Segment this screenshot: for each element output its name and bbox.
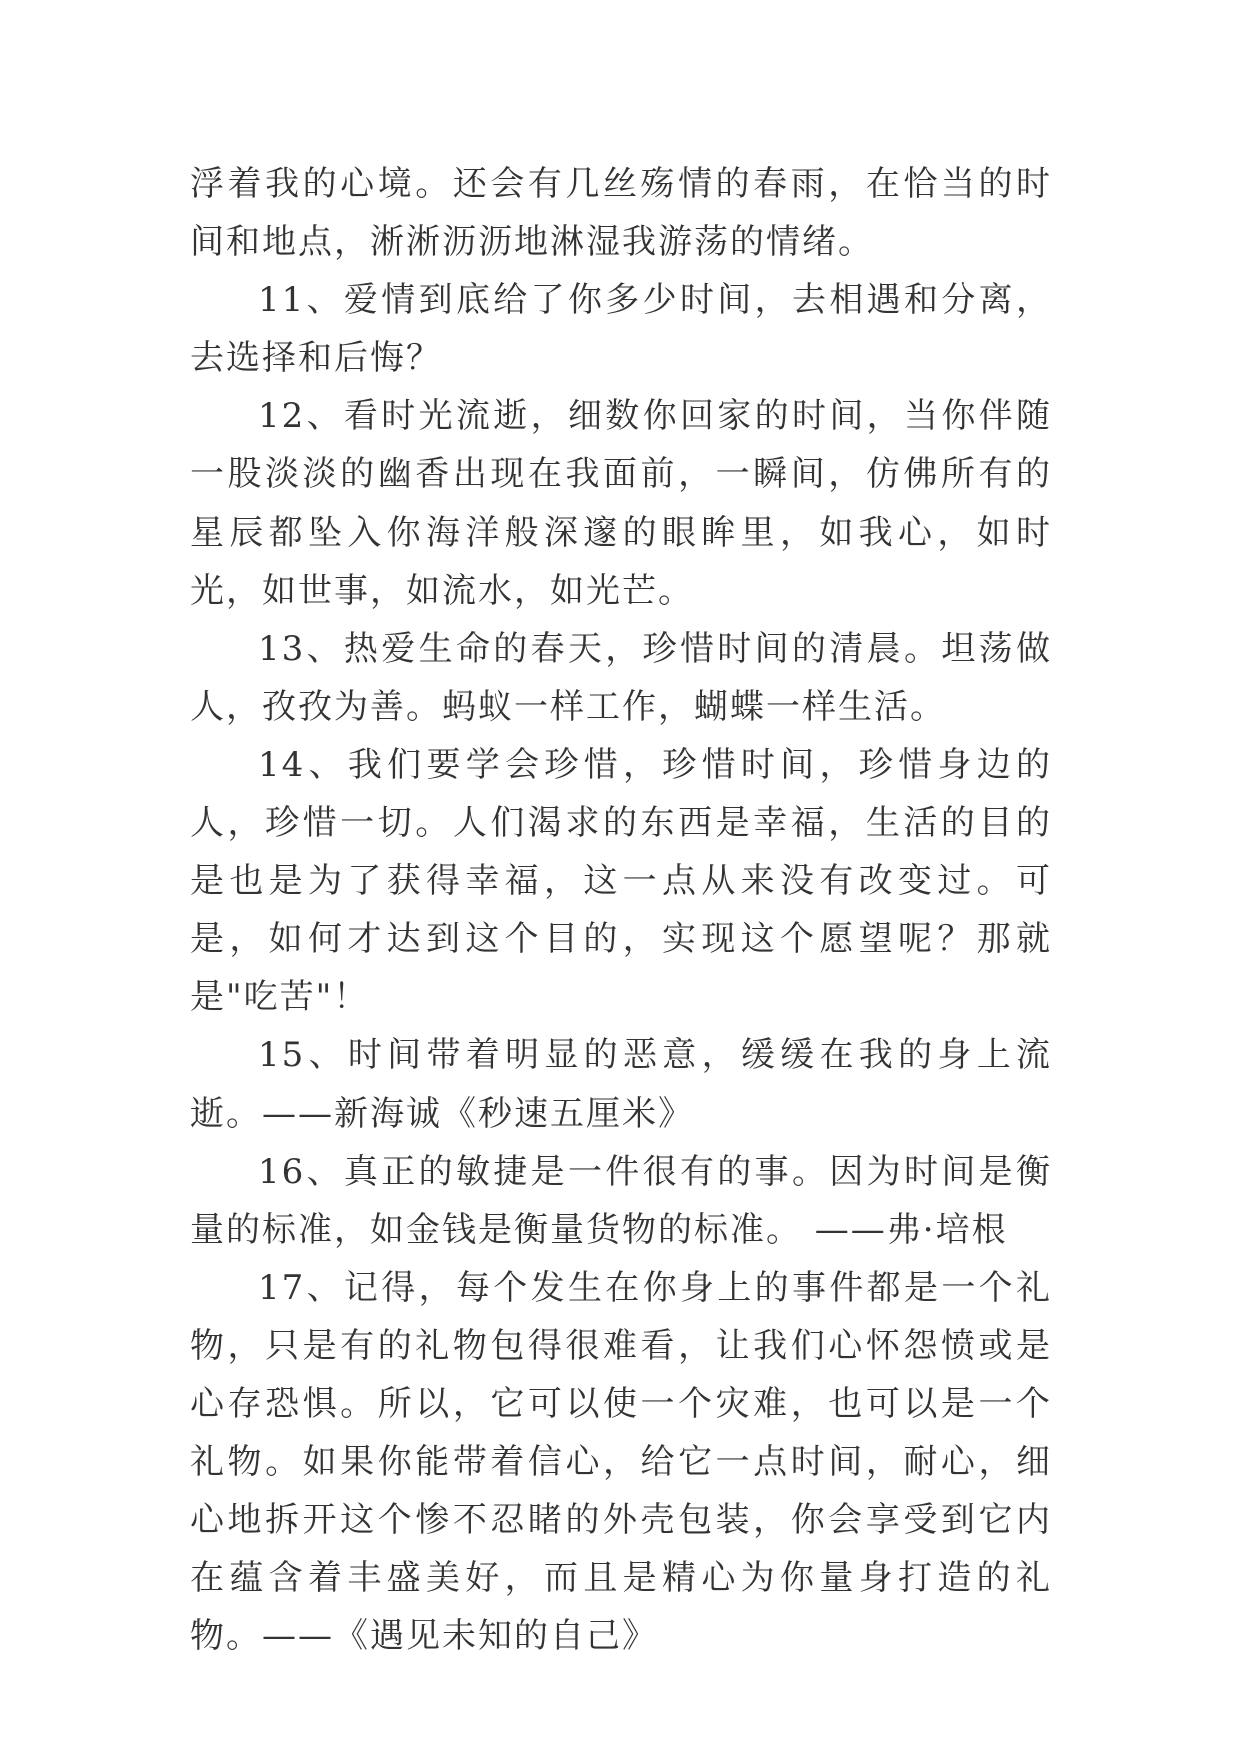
- paragraph-12: 12、看时光流逝，细数你回家的时间，当你伴随一股淡淡的幽香出现在我面前，一瞬间，仿佛所有的星辰都坠入你海洋般深邃的眼眸里，如我心，如时光，如世事，如流水，如光芒。: [190, 396, 1052, 611]
- paragraph-15: 15、时间带着明显的恶意，缓缓在我的身上流逝。——新海诚《秒速五厘米》: [190, 1035, 1052, 1134]
- paragraph-13: 13、热爱生命的春天，珍惜时间的清晨。坦荡做人，孜孜为善。蚂蚁一样工作，蝴蝶一样生活。: [190, 628, 1052, 727]
- paragraph-17: 17、记得，每个发生在你身上的事件都是一个礼物，只是有的礼物包得很难看，让我们心怀怨愤或是心存恐惧。所以，它可以使一个灾难，也可以是一个礼物。如果你能带着信心，给它一点时间，耐心，细心地拆开这个惨不忍睹的外壳包装，你会享受到它内在蕴含着丰盛美好，而且是精心为你量身打造的礼物。——《遇见未知的自己》: [190, 1267, 1052, 1657]
- paragraph-16: 16、真正的敏捷是一件很有的事。因为时间是衡量的标准，如金钱是衡量货物的标准。 ——弗·培根: [190, 1151, 1052, 1250]
- paragraph-continuation: 浮着我的心境。还会有几丝殇情的春雨，在恰当的时间和地点，淅淅沥沥地淋湿我游荡的情绪。: [190, 164, 1052, 263]
- paragraph-14: 14、我们要学会珍惜，珍惜时间，珍惜身边的人，珍惜一切。人们渴求的东西是幸福，生活的目的是也是为了获得幸福，这一点从来没有改变过。可是，如何才达到这个目的，实现这个愿望呢？那就是"吃苦"！: [190, 744, 1052, 1018]
- paragraph-11: 11、爱情到底给了你多少时间，去相遇和分离，去选择和后悔？: [190, 280, 1052, 379]
- document-body: [190, 155, 1052, 1665]
